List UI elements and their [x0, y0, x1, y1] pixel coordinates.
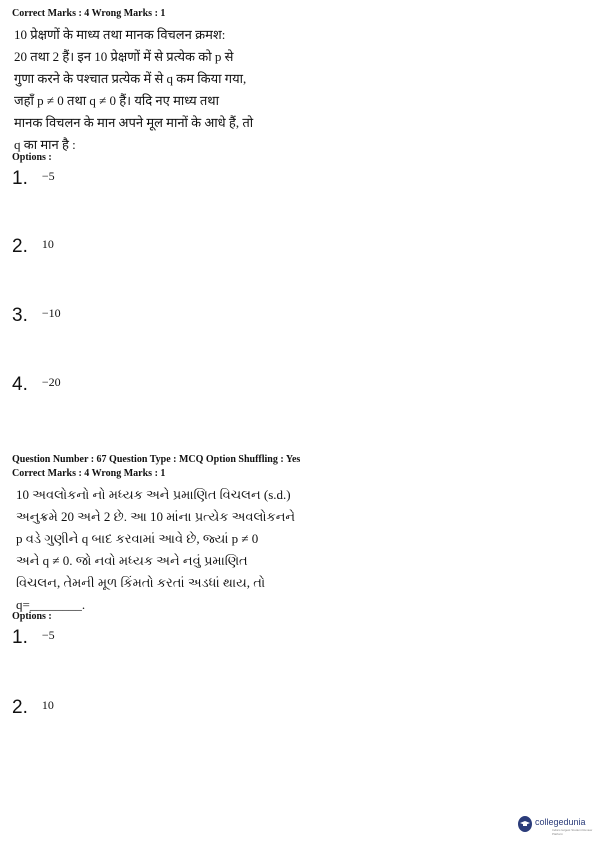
- q2-option-1[interactable]: [12, 627, 55, 649]
- q2-line: 10 અવલોકનો નો મધ્યક અને પ્રમાણિત વિચલન (s.d.): [16, 487, 291, 502]
- q1-line: मानक विचलन के मान अपने मूल मानों के आधे हैं, तो: [14, 115, 254, 130]
- option-value: 10: [41, 698, 54, 712]
- q1-line: 20 तथा 2 हैं। इन 10 प्रेक्षणों में से प्रत्येक को p से: [14, 49, 234, 64]
- option-number: 2.: [12, 236, 28, 257]
- graduate-cap-icon: [518, 816, 532, 832]
- q1-options-label: Options :: [12, 152, 52, 163]
- q2-line: અનુક્રમે 20 અને 2 છે. આ 10 માંના પ્રત્યેક અવલોકનને: [16, 509, 296, 524]
- q2-line: વિચલન, તેમની મૂળ કિંમતો કરતાં અડધાં થાય, તો: [16, 575, 266, 590]
- option-number: 2.: [12, 697, 28, 718]
- q1-marks: Correct Marks : 4 Wrong Marks : 1: [12, 8, 166, 19]
- q1-question-text: [14, 24, 253, 156]
- q1-option-2[interactable]: [12, 236, 54, 258]
- q2-line: અને q ≠ 0. જો નવો મધ્યક અને નવું પ્રમાણિત: [16, 553, 248, 568]
- q1-option-1[interactable]: [12, 168, 55, 190]
- q2-question-text: [16, 484, 295, 616]
- option-number: 3.: [12, 305, 28, 326]
- q2-options-label: Options :: [12, 611, 52, 622]
- cap-glyph: [520, 819, 530, 829]
- q1-line: गुणा करने के पश्चात प्रत्येक में से q कम किया गया,: [14, 71, 247, 86]
- logo-tagline: India's largest Student Review Platform: [551, 828, 593, 836]
- q2-line: p વડે ગુણીને q બાદ કરવામાં આવે છે, જ્યાં p ≠ 0: [16, 531, 259, 546]
- logo-brand: collegedunia: [534, 817, 586, 827]
- option-value: −5: [41, 628, 55, 642]
- q2-header: Question Number : 67 Question Type : MCQ Option Shuffling : Yes: [12, 454, 301, 465]
- q1-option-4[interactable]: [12, 374, 61, 396]
- q1-line: q का मान है :: [14, 137, 76, 152]
- option-value: 10: [41, 237, 54, 251]
- q2-option-2[interactable]: [12, 697, 54, 719]
- option-number: 4.: [12, 374, 28, 395]
- q1-option-3[interactable]: [12, 305, 61, 327]
- option-value: −20: [41, 375, 61, 389]
- collegedunia-logo: [518, 812, 595, 836]
- option-value: −10: [41, 306, 61, 320]
- q2-marks: Correct Marks : 4 Wrong Marks : 1: [12, 468, 166, 479]
- q1-line: 10 प्रेक्षणों के माध्य तथा मानक विचलन क्रमश:: [14, 27, 226, 42]
- q2-line: q=________.: [16, 597, 86, 612]
- option-number: 1.: [12, 168, 28, 189]
- option-number: 1.: [12, 627, 28, 648]
- option-value: −5: [41, 169, 55, 183]
- q1-line: जहाँ p ≠ 0 तथा q ≠ 0 हैं। यदि नए माध्य तथा: [14, 93, 219, 108]
